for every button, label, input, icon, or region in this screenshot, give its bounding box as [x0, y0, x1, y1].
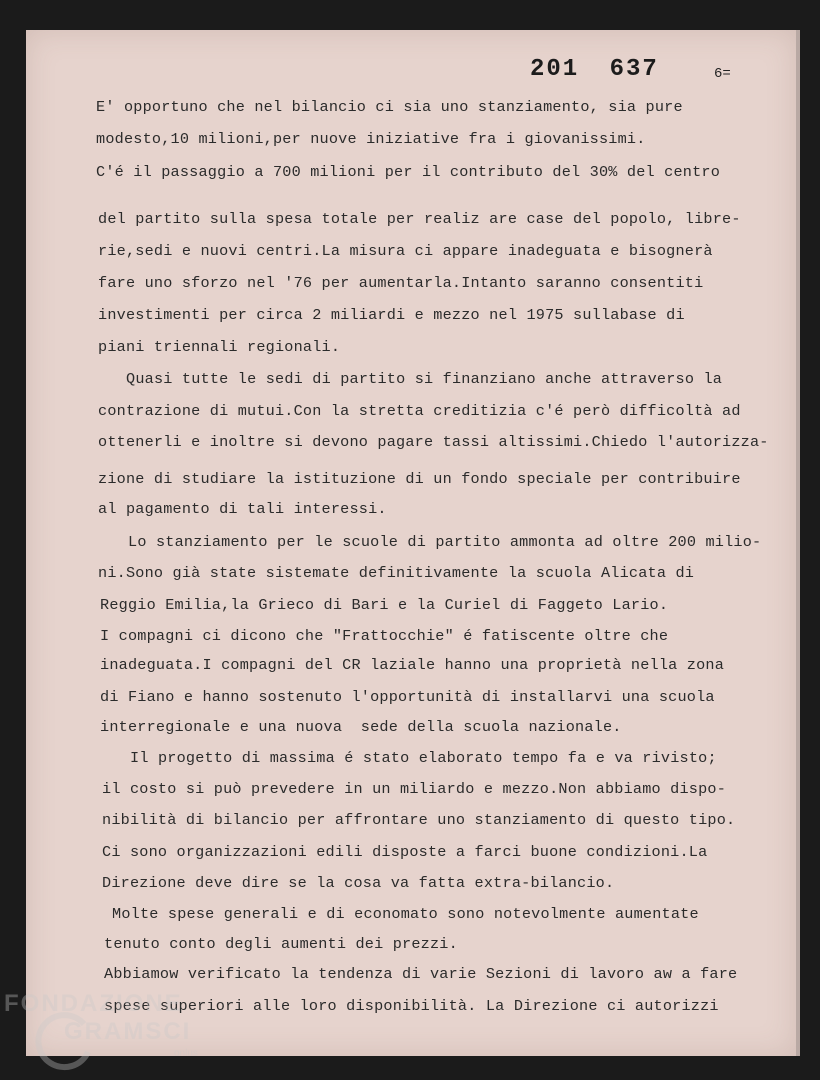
text-line: tenuto conto degli aumenti dei prezzi.: [104, 935, 458, 953]
text-line: Reggio Emilia,la Grieco di Bari e la Curiel di Faggeto Lario.: [100, 596, 669, 614]
page-number: 6=: [714, 66, 731, 82]
text-line: di Fiano e hanno sostenuto l'opportunità di installarvi una scuola: [100, 688, 715, 706]
document-number: 201 637: [530, 56, 659, 83]
text-line: rie,sedi e nuovi centri.La misura ci appare inadeguata e bisognerà: [98, 242, 713, 260]
text-line: ottenerli e inoltre si devono pagare tassi altissimi.Chiedo l'autorizza-: [98, 433, 769, 451]
text-line: Direzione deve dire se la cosa va fatta extra-bilancio.: [102, 874, 615, 892]
text-line: contrazione di mutui.Con la stretta creditizia c'é però difficoltà ad: [98, 402, 741, 420]
text-line: interregionale e una nuova sede della scuola nazionale.: [100, 718, 622, 736]
text-line: modesto,10 milioni,per nuove iniziative fra i giovanissimi.: [96, 130, 646, 148]
watermark-line2: GRAMSCI: [64, 1018, 192, 1045]
text-line: Ci sono organizzazioni edili disposte a farci buone condizioni.La: [102, 843, 708, 861]
text-line: I compagni ci dicono che "Frattocchie" é fatiscente oltre che: [100, 627, 669, 645]
text-line: E' opportuno che nel bilancio ci sia uno stanziamento, sia pure: [96, 98, 683, 116]
text-line: Quasi tutte le sedi di partito si finanziano anche attraverso la: [126, 370, 723, 388]
text-line: investimenti per circa 2 miliardi e mezzo nel 1975 sullabase di: [98, 306, 685, 324]
text-line: spese superiori alle loro disponibilità. La Direzione ci autorizzi: [104, 997, 719, 1015]
watermark-sub: onlus: [174, 1048, 198, 1059]
text-line: al pagamento di tali interessi.: [98, 500, 387, 518]
text-line: ni.Sono già state sistemate definitivamente la scuola Alicata di: [98, 564, 695, 582]
text-line: Il progetto di massima é stato elaborato tempo fa e va rivisto;: [130, 749, 717, 767]
text-line: il costo si può prevedere in un miliardo e mezzo.Non abbiamo dispo-: [102, 780, 727, 798]
text-line: nibilità di bilancio per affrontare uno stanziamento di questo tipo.: [102, 811, 736, 829]
text-line: C'é il passaggio a 700 milioni per il contributo del 30% del centro: [96, 163, 721, 181]
text-line: inadeguata.I compagni del CR laziale hanno una proprietà nella zona: [100, 656, 725, 674]
page-edge: [796, 30, 800, 1056]
text-line: piani triennali regionali.: [98, 338, 341, 356]
text-line: Molte spese generali e di economato sono notevolmente aumentate: [112, 905, 699, 923]
watermark-line1: FONDAZIONE: [4, 990, 183, 1017]
text-line: Lo stanziamento per le scuole di partito ammonta ad oltre 200 milio-: [128, 533, 762, 551]
fondazione-gramsci-watermark: [4, 990, 204, 1070]
text-line: fare uno sforzo nel '76 per aumentarla.Intanto saranno consentiti: [98, 274, 704, 292]
text-line: zione di studiare la istituzione di un fondo speciale per contribuire: [98, 470, 741, 488]
text-line: Abbiamow verificato la tendenza di varie Sezioni di lavoro aw a fare: [104, 965, 738, 983]
text-line: del partito sulla spesa totale per realiz are case del popolo, libre-: [98, 210, 741, 228]
